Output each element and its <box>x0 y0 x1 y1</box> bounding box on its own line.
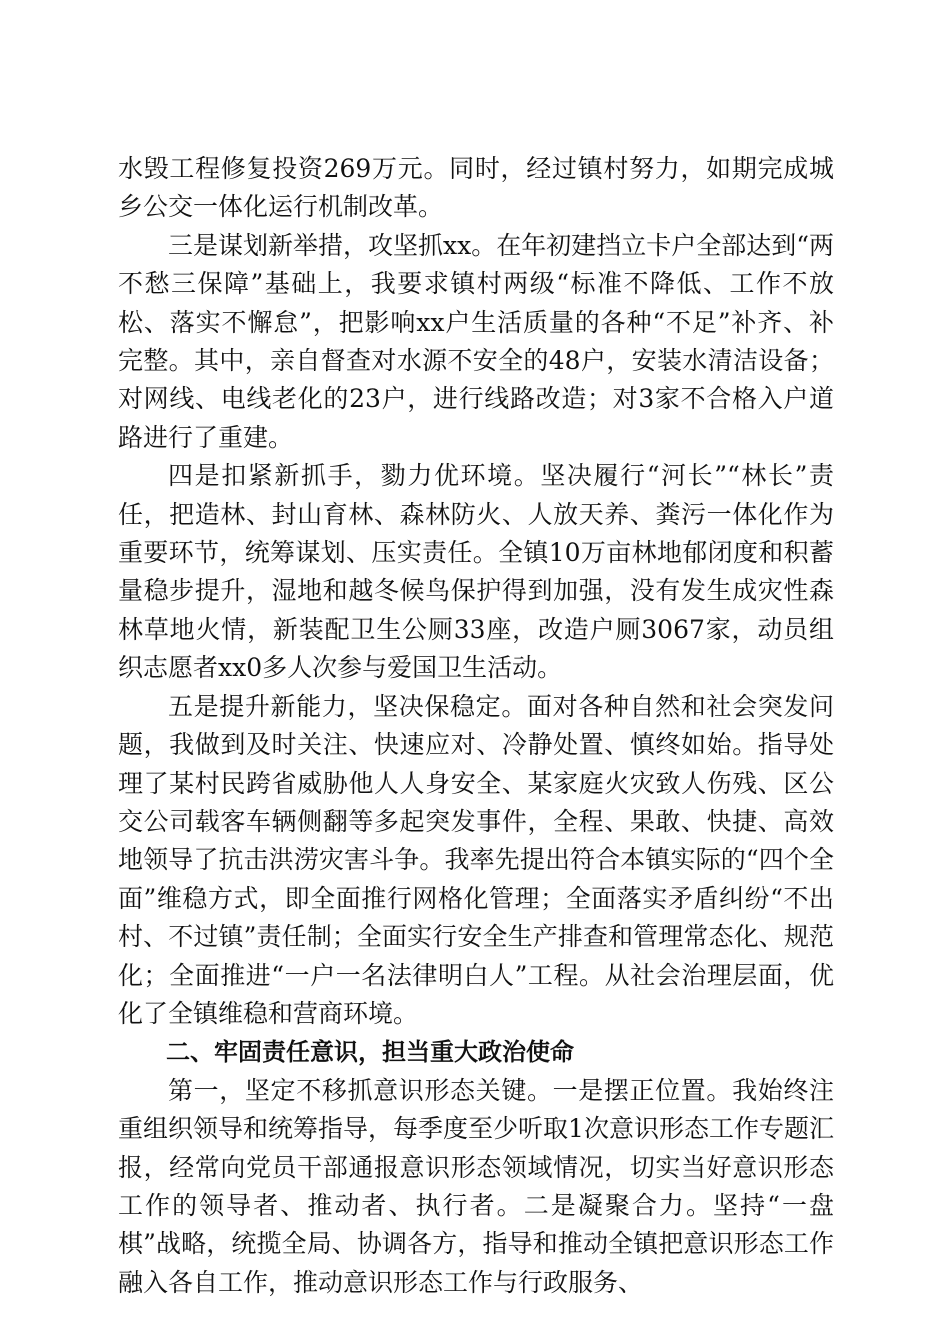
paragraph-3: 四是扣紧新抓手，勠力优环境。坚决履行“河长”“林长”责任，把造林、封山育林、森林防火、人放天养、粪污一体化作为重要环节，统筹谋划、压实责任。全镇10万亩林地郁闭度和积蓄量稳步提升，湿地和越冬候鸟保护得到加强，没有发生成灾性森林草地火情，新装配卫生公厕33座，改造户厕3067家，动员组织志愿者xx0多人次参与爱国卫生活动。 <box>118 461 834 683</box>
section-heading: 二、牢固责任意识，担当重大政治使命 <box>166 1038 574 1067</box>
paragraph-2: 三是谋划新举措，攻坚抓xx。在年初建挡立卡户全部达到“两不愁三保障”基础上，我要求镇村两级“标准不降低、工作不放松、落实不懈怠”，把影响xx户生活质量的各种“不足”补齐、补完整。其中，亲自督查对水源不安全的48户，安装水清洁设备；对网线、电线老化的23户，进行线路改造；对3家不合格入户道路进行了重建。 <box>118 230 834 452</box>
document-page <box>118 150 834 1302</box>
paragraph-1: 水毁工程修复投资269万元。同时，经过镇村努力，如期完成城乡公交一体化运行机制改革。 <box>118 154 834 222</box>
paragraph-4: 五是提升新能力，坚决保稳定。面对各种自然和社会突发问题，我做到及时关注、快速应对、冷静处置、慎终如始。指导处理了某村民跨省威胁他人人身安全、某家庭火灾致人伤残、区公交公司载客车辆侧翻等多起突发事件，全程、果敢、快捷、高效地领导了抗击洪涝灾害斗争。我率先提出符合本镇实际的“四个全面”维稳方式，即全面推行网格化管理；全面落实矛盾纠纷“不出村、不过镇”责任制；全面实行安全生产排查和管理常态化、规范化；全面推进“一户一名法律明白人”工程。从社会治理层面，优化了全镇维稳和营商环境。 <box>118 691 834 1028</box>
paragraph-5: 第一，坚定不移抓意识形态关键。一是摆正位置。我始终注重组织领导和统筹指导，每季度至少听取1次意识形态工作专题汇报，经常向党员干部通报意识形态领域情况，切实当好意识形态工作的领导者、推动者、执行者。二是凝聚合力。坚持“一盘棋”战略，统揽全局、协调各方，指导和推动全镇把意识形态工作融入各自工作，推动意识形态工作与行政服务、 <box>118 1075 834 1297</box>
